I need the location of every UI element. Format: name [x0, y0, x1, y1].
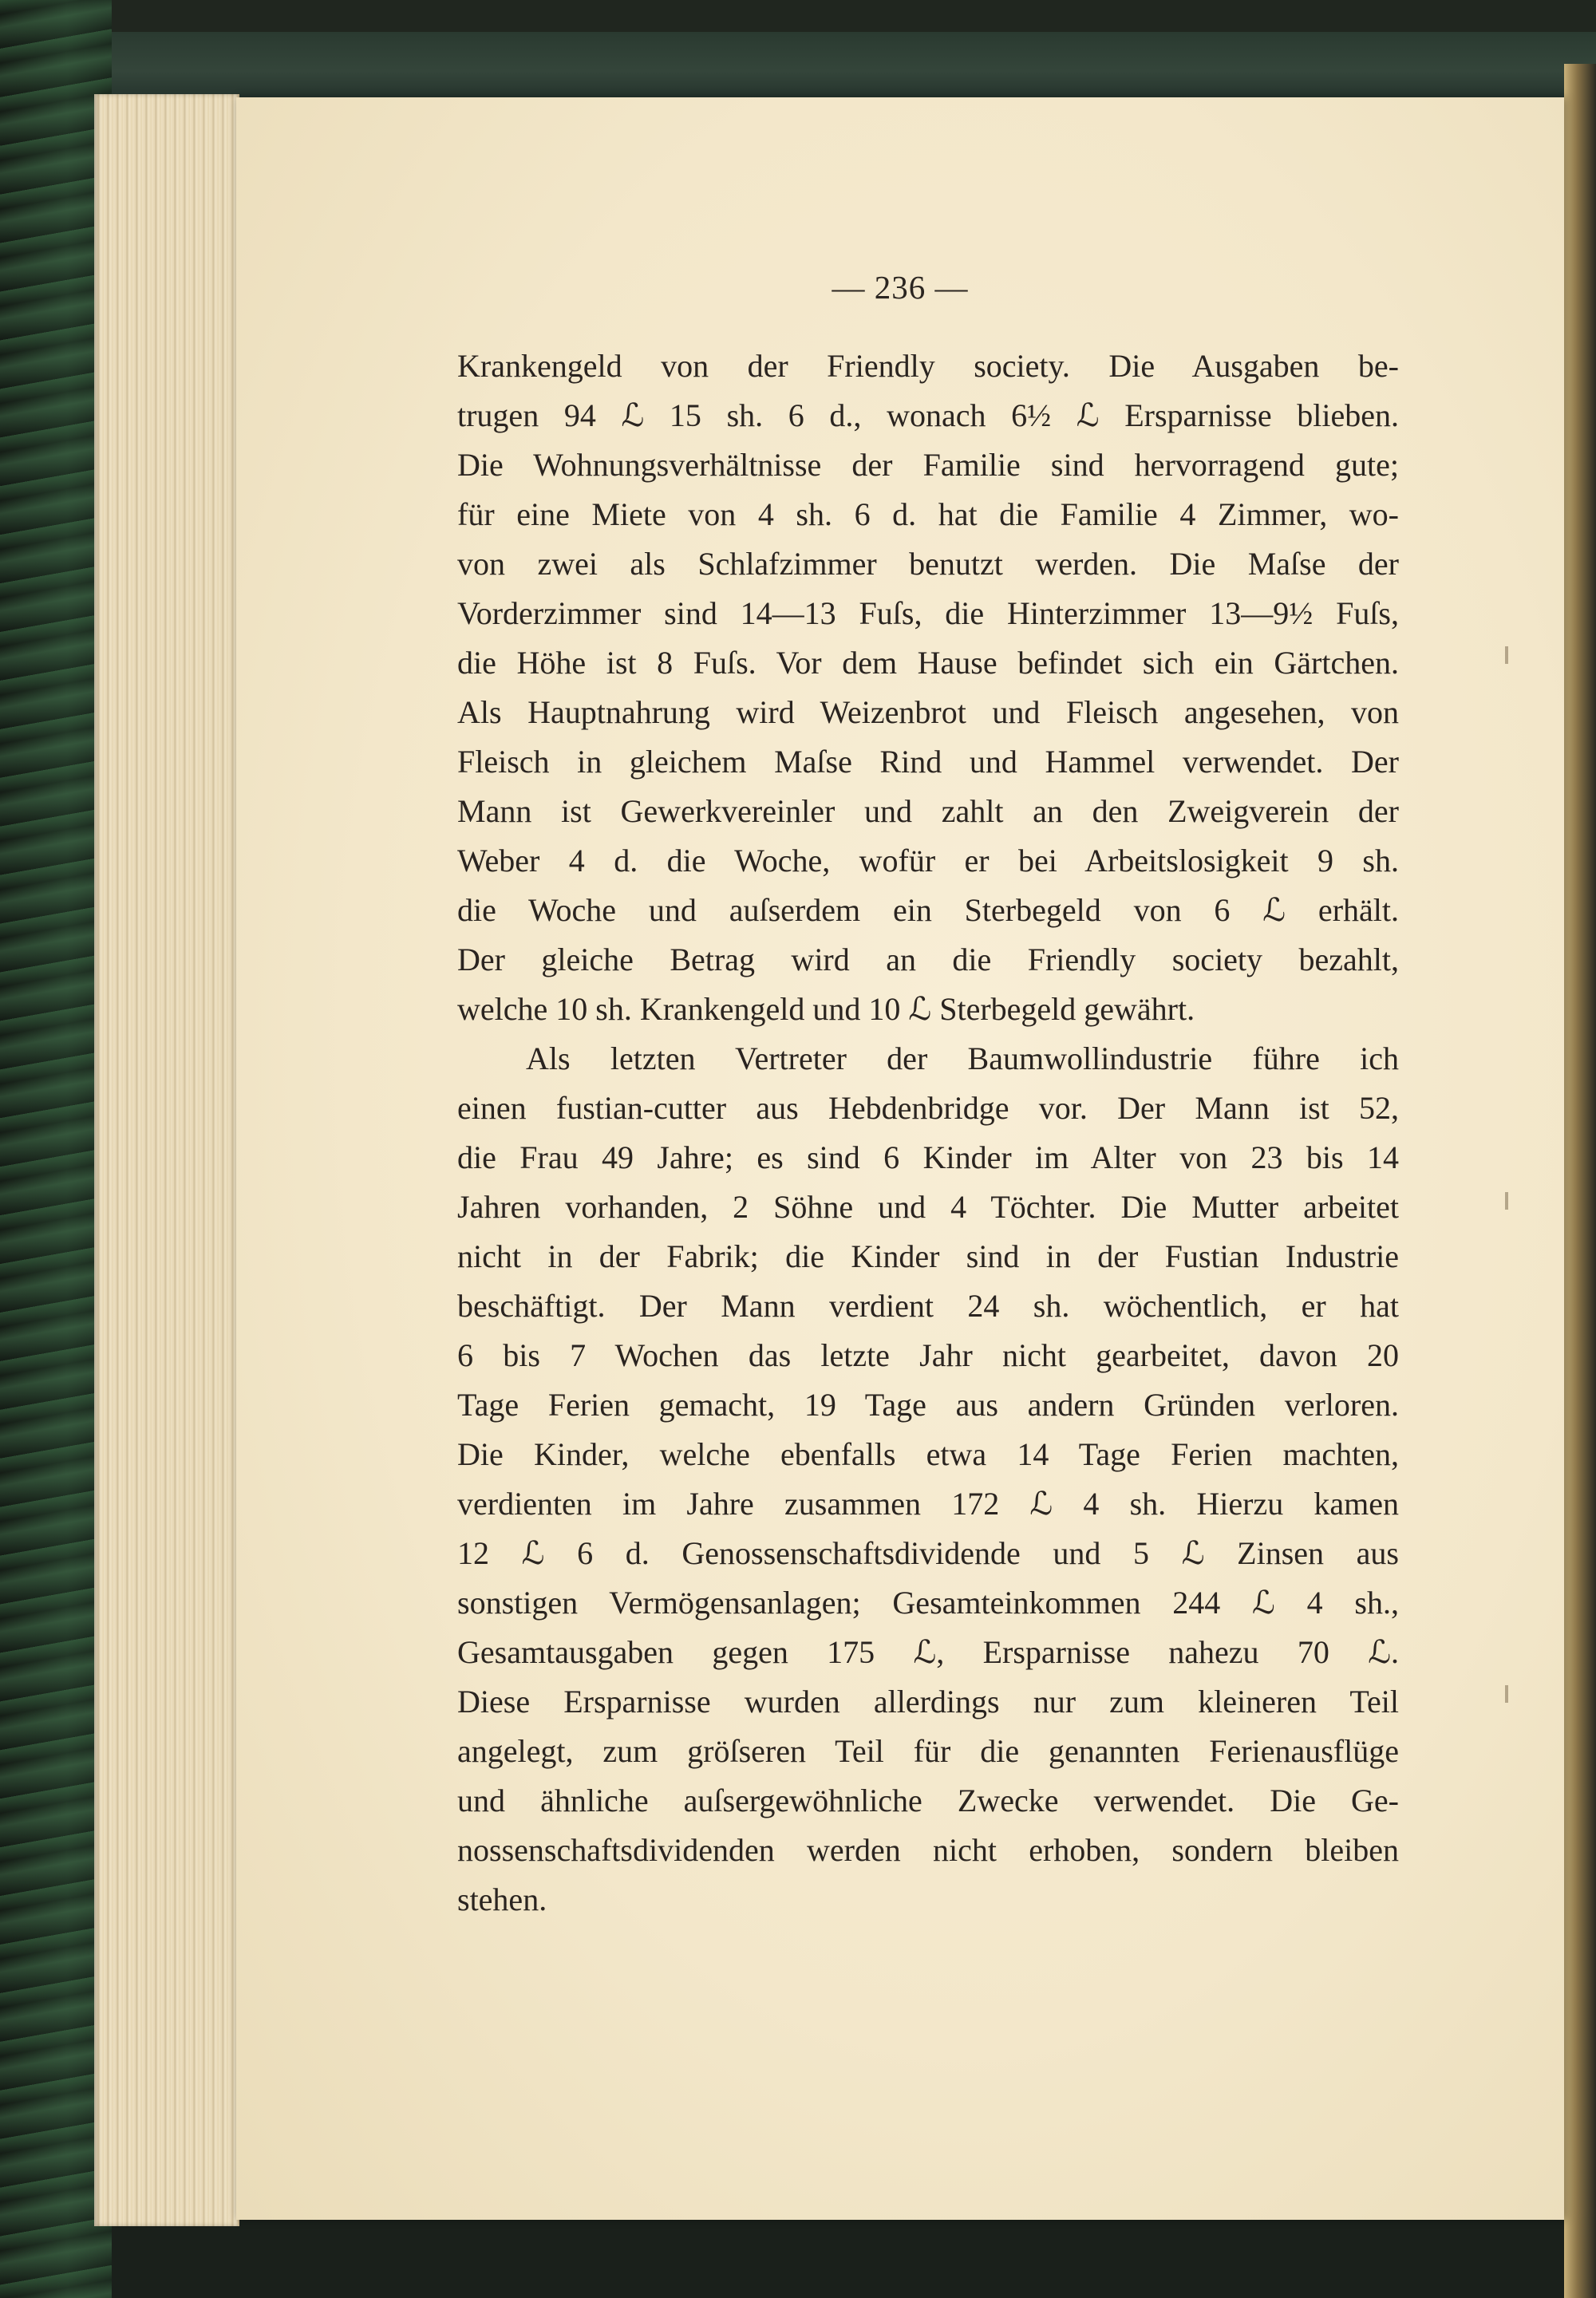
text-line: nicht in der Fabrik; die Kinder sind in der Fustian Industrie	[457, 1238, 1399, 1274]
text-line: sonstigen Vermögensanlagen; Gesamteinkommen 244 ℒ 4 sh.,	[457, 1585, 1399, 1621]
text-line: 6 bis 7 Wochen das letzte Jahr nicht gearbeitet, davon 20	[457, 1337, 1399, 1373]
text-line: Die Wohnungsverhältnisse der Familie sind hervorragend gute;	[457, 447, 1399, 483]
text-line: die Höhe ist 8 Fuſs. Vor dem Hause befindet sich ein Gärtchen.	[457, 645, 1399, 681]
text-line: Jahren vorhanden, 2 Söhne und 4 Töchter. Die Mutter arbeitet	[457, 1189, 1399, 1225]
text-line: die Frau 49 Jahre; es sind 6 Kinder im Alter von 23 bis 14	[457, 1139, 1399, 1175]
text-line: Der gleiche Betrag wird an die Friendly society bezahlt,	[457, 942, 1399, 977]
page-number: — 236 —	[832, 269, 969, 306]
margin-mark	[1505, 646, 1508, 664]
text-line: angelegt, zum gröſseren Teil für die genannten Ferienausflüge	[457, 1733, 1399, 1769]
text-line: trugen 94 ℒ 15 sh. 6 d., wonach 6½ ℒ Ersparnisse blieben.	[457, 397, 1399, 433]
body-text	[457, 342, 1399, 1925]
text-line: die Woche und auſserdem ein Sterbegeld von 6 ℒ erhält.	[457, 892, 1399, 928]
text-line: Mann ist Gewerkvereinler und zahlt an den Zweigverein der	[457, 793, 1399, 829]
text-line: für eine Miete von 4 sh. 6 d. hat die Familie 4 Zimmer, wo-	[457, 496, 1399, 532]
text-line: 12 ℒ 6 d. Genossenschaftsdividende und 5 ℒ Zinsen aus	[457, 1535, 1399, 1571]
text-line: Weber 4 d. die Woche, wofür er bei Arbeitslosigkeit 9 sh.	[457, 843, 1399, 879]
book-spine-right	[1564, 64, 1596, 2298]
text-line: Als letzten Vertreter der Baumwollindustrie führe ich	[526, 1040, 1399, 1076]
text-line: welche 10 sh. Krankengeld und 10 ℒ Sterbegeld gewährt.	[457, 991, 1195, 1027]
text-line: Als Hauptnahrung wird Weizenbrot und Fleisch angesehen, von	[457, 694, 1399, 730]
text-line: Vorderzimmer sind 14—13 Fuſs, die Hinterzimmer 13—9½ Fuſs,	[457, 595, 1399, 631]
margin-mark	[1505, 1192, 1508, 1210]
text-line: Gesamtausgaben gegen 175 ℒ, Ersparnisse nahezu 70 ℒ.	[457, 1634, 1399, 1670]
paragraph-2	[457, 1034, 1399, 1925]
text-line: Diese Ersparnisse wurden allerdings nur zum kleineren Teil	[457, 1684, 1399, 1720]
text-line: Tage Ferien gemacht, 19 Tage aus andern Gründen verloren.	[457, 1387, 1399, 1423]
printed-page	[236, 97, 1564, 2220]
text-line: von zwei als Schlafzimmer benutzt werden. Die Maſse der	[457, 546, 1399, 582]
text-line: und ähnliche auſsergewöhnliche Zwecke verwendet. Die Ge-	[457, 1783, 1399, 1818]
page-block-edges	[94, 94, 239, 2226]
margin-mark	[1505, 1685, 1508, 1703]
text-line: nossenschaftsdividenden werden nicht erhoben, sondern bleiben	[457, 1832, 1399, 1868]
text-line: Krankengeld von der Friendly society. Die Ausgaben be-	[457, 348, 1399, 384]
paragraph-1	[457, 342, 1399, 1034]
text-line: Fleisch in gleichem Maſse Rind und Hammel verwendet. Der	[457, 744, 1399, 780]
text-line: verdienten im Jahre zusammen 172 ℒ 4 sh. Hierzu kamen	[457, 1486, 1399, 1522]
text-line: beschäftigt. Der Mann verdient 24 sh. wöchentlich, er hat	[457, 1288, 1399, 1324]
text-line: stehen.	[457, 1881, 547, 1917]
text-line: einen fustian-cutter aus Hebdenbridge vor. Der Mann ist 52,	[457, 1090, 1399, 1126]
text-line: Die Kinder, welche ebenfalls etwa 14 Tage Ferien machten,	[457, 1436, 1399, 1472]
book-cover-top-edge	[48, 32, 1596, 106]
